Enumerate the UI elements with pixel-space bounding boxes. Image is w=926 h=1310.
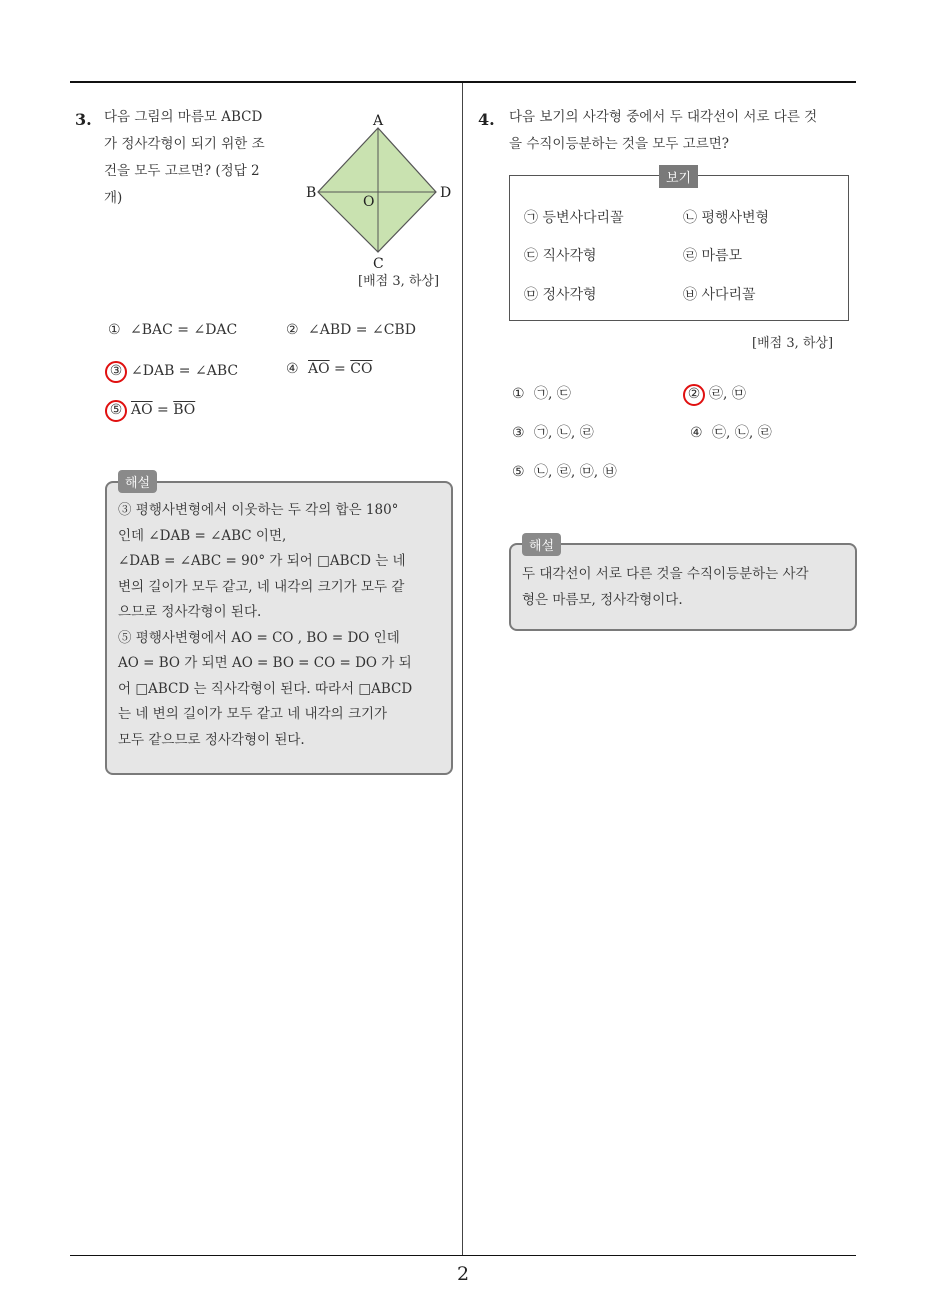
q3-source-tag: [배점 3, 하상]: [358, 274, 440, 289]
label-b: B: [306, 185, 317, 201]
bogi-label: 사다리꼴: [701, 287, 756, 303]
explanation-line: 는 네 변의 길이가 모두 같고 네 내각의 크기가: [118, 706, 388, 722]
bogi-mark: ㉣: [683, 248, 697, 264]
choice-number: ②: [286, 322, 299, 338]
segment-co: $\overline{CO}$: [350, 361, 373, 377]
q4-explanation-tag: 해설: [522, 533, 561, 556]
q3-question: [104, 104, 294, 212]
bogi-item: [683, 245, 742, 265]
label-o: O: [363, 194, 375, 210]
q4-question: [509, 104, 859, 158]
q4-explanation-text: [522, 562, 852, 613]
explanation-line: 두 대각선이 서로 다른 것을 수직이등분하는 사각: [522, 566, 809, 582]
segment-ao: $\overline{AO}$: [308, 361, 330, 377]
q3-number: 3.: [75, 110, 92, 129]
segment-bo: $\overline{BO}$: [173, 402, 196, 418]
choice-number: ④: [286, 361, 299, 377]
choice-number: ③: [512, 425, 525, 441]
bogi-label: 직사각형: [542, 248, 597, 264]
q4-choice-4[interactable]: [690, 422, 772, 442]
bogi-tag: 보기: [659, 165, 698, 188]
label-d: D: [440, 185, 452, 201]
choice-text: ∠ABD = ∠CBD: [308, 322, 416, 338]
explanation-line: 형은 마름모, 정사각형이다.: [522, 591, 683, 608]
explanation-line: 인데 ∠DAB = ∠ABC 이면,: [118, 527, 287, 544]
bogi-mark: ㉡: [683, 210, 697, 226]
q3-line: 개): [104, 190, 123, 206]
choice-text: ∠BAC = ∠DAC: [130, 322, 238, 338]
bogi-label: 등변사다리꼴: [542, 210, 624, 226]
q3-line: 다음 그림의 마름모 ABCD: [104, 109, 263, 125]
q4-choice-5[interactable]: [512, 461, 617, 481]
choice-number: ⑤: [512, 464, 525, 480]
q4-choice-3[interactable]: [512, 422, 594, 442]
q4-line: 다음 보기의 사각형 중에서 두 대각선이 서로 다른 것: [509, 109, 818, 125]
explanation-line: 모두 같으므로 정사각형이 된다.: [118, 731, 305, 748]
choice-number: ①: [512, 386, 525, 402]
q3-explanation-text: [118, 498, 448, 753]
explanation-line: ∠DAB = ∠ABC = 90° 가 되어 □ABCD 는 네: [118, 553, 406, 569]
explanation-line: 변의 길이가 모두 같고, 네 내각의 크기가 모두 같: [118, 578, 405, 595]
explanation-line: 으므로 정사각형이 된다.: [118, 604, 262, 620]
q4-number: 4.: [478, 110, 495, 129]
choice-text: ∠DAB = ∠ABC: [131, 363, 239, 379]
choice-number: ①: [108, 322, 121, 338]
choice-text: ㉠, ㉢: [534, 386, 571, 402]
choice-text: ㉣, ㉤: [709, 386, 746, 402]
column-divider: [462, 83, 463, 1255]
explanation-line: 어 □ABCD 는 직사각형이 된다. 따라서 □ABCD: [118, 680, 413, 697]
explanation-line: ⑤ 평행사변형에서 AO = CO , BO = DO 인데: [118, 629, 400, 646]
q4-choice-1[interactable]: [512, 383, 571, 403]
bogi-label: 평행사변형: [701, 210, 770, 226]
choice-number-circled: ③: [105, 361, 127, 383]
q3-choice-5[interactable]: [108, 400, 195, 422]
equals-sign: =: [152, 402, 174, 418]
bogi-item: [524, 284, 597, 304]
label-a: A: [373, 113, 384, 129]
q3-line: 건을 모두 고르면? (정답 2: [104, 163, 260, 179]
q3-choice-3[interactable]: [108, 361, 238, 383]
q4-choice-2[interactable]: [686, 383, 746, 406]
choice-text: ㉠, ㉡, ㉣: [534, 425, 594, 441]
q3-choice-1[interactable]: [108, 322, 237, 338]
explanation-line: ③ 평행사변형에서 이웃하는 두 각의 합은 180°: [118, 502, 399, 518]
bogi-item: [683, 284, 756, 304]
choice-number: ④: [690, 425, 703, 441]
bogi-mark: ㉤: [524, 287, 538, 303]
page-number: 2: [456, 1263, 470, 1285]
top-rule: [70, 81, 856, 83]
bogi-label: 정사각형: [542, 287, 597, 303]
choice-text: ㉢, ㉡, ㉣: [712, 425, 772, 441]
choice-text: ㉡, ㉣, ㉤, ㉥: [534, 464, 617, 480]
bottom-rule: [70, 1255, 856, 1256]
bogi-mark: ㉥: [683, 287, 697, 303]
q3-choice-2[interactable]: [286, 322, 416, 338]
bogi-mark: ㉢: [524, 248, 538, 264]
q4-source-tag: [배점 3, 하상]: [752, 336, 834, 351]
segment-ao: $\overline{AO}$: [131, 402, 153, 418]
equals-sign: =: [329, 361, 351, 377]
bogi-mark: ㉠: [524, 210, 538, 226]
q3-line: 가 정사각형이 되기 위한 조: [104, 136, 265, 152]
q3-choice-4[interactable]: [286, 361, 372, 377]
choice-number-circled: ⑤: [105, 400, 127, 422]
q4-line: 을 수직이등분하는 것을 모두 고르면?: [509, 136, 730, 152]
rhombus-shape: [318, 128, 436, 252]
label-c: C: [373, 256, 384, 272]
explanation-line: AO = BO 가 되면 AO = BO = CO = DO 가 되: [118, 655, 412, 671]
bogi-label: 마름모: [701, 248, 743, 264]
q3-explanation-tag: 해설: [118, 470, 157, 493]
bogi-item: [683, 207, 769, 227]
choice-number-circled: ②: [683, 384, 705, 406]
bogi-item: [524, 245, 597, 265]
bogi-item: [524, 207, 624, 227]
